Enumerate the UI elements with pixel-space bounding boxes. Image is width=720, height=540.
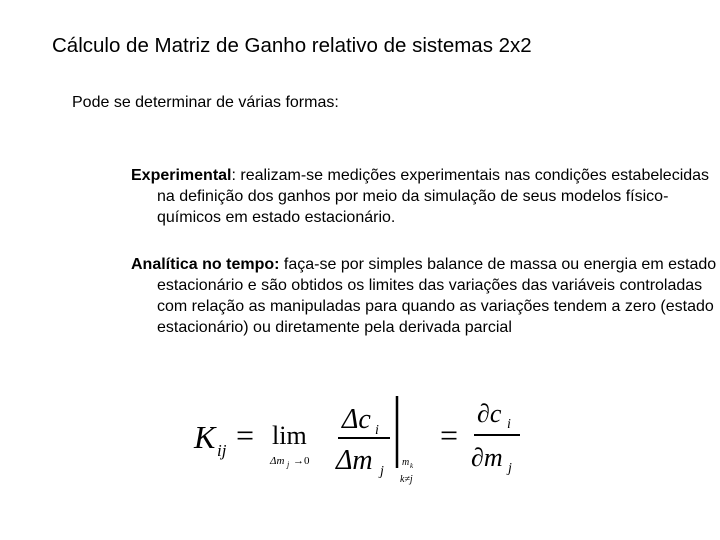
gain-formula	[190, 392, 530, 497]
formula-den-delta: Δm	[336, 445, 373, 476]
method-term: Experimental	[131, 167, 232, 184]
formula-k: K	[194, 419, 216, 455]
formula-num-delta: Δc	[342, 404, 371, 435]
formula-cond-k: k≠j	[400, 474, 413, 485]
intro-text: Pode se determinar de várias formas:	[72, 94, 339, 111]
formula-lim: lim	[272, 421, 307, 450]
method-description: faça-se por simples balance de massa ou energia em estado estacionário e são obtidos os limites das variações das variáveis controladas com relação as manipuladas para quando as variações tendem a zero (estado estacionário) ou diretamente pela derivada parcial	[157, 256, 717, 336]
method-analitica	[131, 254, 717, 338]
formula-equals: =	[236, 417, 255, 453]
method-term: Analítica no tempo:	[131, 256, 280, 273]
formula-pden-sub: j	[508, 461, 512, 476]
formula-num-sub: i	[375, 423, 379, 438]
formula-pden: ∂m	[471, 443, 503, 472]
formula-cond-m-sub: k	[410, 462, 414, 470]
method-experimental	[131, 165, 717, 228]
formula-lim-arrow: →0	[293, 455, 310, 467]
formula-lim-sub: Δm	[270, 455, 285, 467]
slide-title: Cálculo de Matriz de Ganho relativo de sistemas 2x2	[52, 34, 532, 57]
formula-svg	[190, 392, 530, 497]
method-description: : realizam-se medições experimentais nas condições estabelecidas na definição dos ganhos por meio da simulação de seus modelos físico-químicos em estado estacionário.	[157, 167, 710, 226]
formula-k-sub: ij	[217, 441, 227, 460]
formula-cond-m: m	[402, 457, 410, 468]
formula-den-sub: j	[380, 464, 384, 479]
formula-pnum: ∂c	[477, 399, 502, 428]
formula-pnum-sub: i	[507, 417, 511, 432]
formula-lim-sub-j: j	[287, 460, 290, 469]
formula-equals-2: =	[440, 417, 459, 453]
